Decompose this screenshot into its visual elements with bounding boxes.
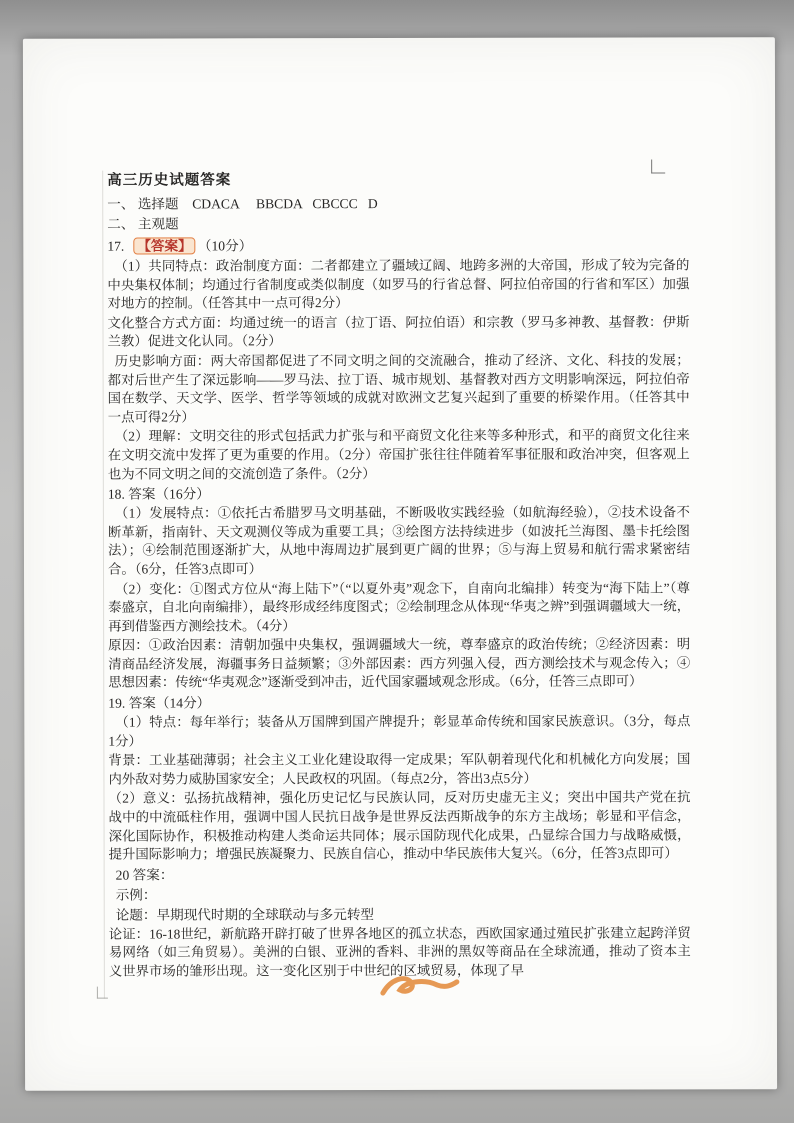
q19-background-paragraph: 背景：工业基础薄弱；社会主义工业化建设取得一定成果；军队朝着现代化和机械化方向发展；国内外敌对势力威胁国家安全；人民政权的巩固。（每点2分，答出3点5分） [108,751,691,787]
q18-reasons-paragraph: 原因：①政治因素：清朝加强中央集权，强调疆域大一统，尊奉盛京的政治传统；②经济因素：明清商品经济发展，海疆事务日益频繁；③外部因素：西方列强入侵，西方测绘技术与观念传入；④思想因素：传统“华夷观念”逐渐受到冲击，近代国家疆域观念形成。（6分，任答三点即可） [108,636,691,691]
q20-topic-line: 论题：早期现代时期的全球联动与多元转型 [115,906,375,923]
q20-argument-block [109,924,691,981]
q20-argument-paragraph: 论证：16-18世纪，新航路开辟打破了世界各地区的孤立状态，西欧国家通过殖民扩张建立起跨洋贸易网络（如三角贸易）。美洲的白银、亚洲的香料、非洲的黑奴等商品在全球流通，推动了资本主义世界市场的雏形出现。这一变化区别于中世纪的区域贸易，体现了早 [108,925,691,979]
q17-score: （10分） [204,238,253,254]
subjective-section-heading: 二、 主观题 [107,216,179,232]
q19-heading: 19. 答案（14分） [108,695,211,711]
q18-heading: 18. 答案（16分） [107,486,210,502]
page-title: 高三历史试题答案 [107,172,232,189]
answer-sheet-content [107,167,691,981]
corner-crop-mark [651,159,665,173]
q17-number: 17. [107,238,125,254]
multiple-choice-answers-line: 一、 选择题 CDACA BBCDA CBCCC D [107,196,378,212]
q17-influence-paragraph: 历史影响方面：两大帝国都促进了不同文明之间的交流融合，推动了经济、文化、科技的发展；都对后世产生了深远影响——罗马法、拉丁语、城市规划、基督教对西方文明影响深远，阿拉伯帝国在数学、天文学、医学、哲学等领域的成就对欧洲文艺复兴起到了重要的桥梁作用。（任答其中一点可得2分） [107,352,690,425]
q19-significance-paragraph: （2）意义：弘扬抗战精神，强化历史记忆与民族认同，反对历史虚无主义；突出中国共产党在抗战中的中流砥柱作用，强调中国人民抗日战争是世界反法西斯战争的东方主战场；彰显和平信念，深化国际协作，积极推动构建人类命运共同体；展示国防现代化成果，凸显综合国力与战略威慑，提升国际影响力；增强民族凝聚力、民族自信心，推动中华民族伟大复兴。（6分，任答3点即可） [108,789,691,862]
q18-features-paragraph: （1）发展特点：①依托古希腊罗马文明基础，不断吸收实践经验（如航海经验），②技术设备不断革新，指南针、天文观测仪等成为重要工具；③绘图方法持续进步（如波托兰海图、墨卡托绘图法）；④绘制范围逐渐扩大，从地中海周边扩展到更广阔的世界；⑤与海上贸易和航行需求紧密结合。（6分，任答3点即可） [107,504,690,577]
q18-changes-paragraph: （2）变化：①图式方位从“海上陆下”（“以夏外夷”观念下，自南向北编排）转变为“海下陆上”（尊泰盛京，自北向南编排），最终形成经纬度图式；②绘制理念从体现“华夷之辨”到强调疆域大一统，再到借鉴西方测绘技术。（4分） [108,579,691,634]
q19-features-paragraph: （1）特点：每年举行；装备从万国牌到国产牌提升；彰显革命传统和国家民族意识。（3分，每点1分） [108,713,691,749]
q17-common-features-paragraph: （1）共同特点：政治制度方面：二者都建立了疆域辽阔、地跨多洲的大帝国，形成了较为完备的中央集权体制；均通过行省制度或类似制度（如罗马的行省总督、阿拉伯帝国的行省和军区）加强对地方的控制。（任答其中一点可得2分） [107,257,690,311]
q17-heading [107,235,689,255]
q17-understanding-paragraph: （2）理解：文明交往的形式包括武力扩张与和平商贸文化往来等多种形式，和平的商贸文化往来在文明交流中发挥了更为重要的作用。（2分）帝国扩张往往伴随着军事征服和政治冲突，但客观上也为不同文明之间的交流创造了条件。（2分） [107,427,690,482]
q20-example-label: 示例： [115,887,157,903]
bottom-left-margin-mark [97,987,108,999]
q17-culture-paragraph: 文化整合方式方面：均通过统一的语言（拉丁语、阿拉伯语）和宗教（罗马多神教、基督教：伊斯兰教）促进文化认同。（2分） [107,314,690,349]
document-page [23,37,777,1091]
left-margin-line [102,171,105,999]
q20-heading: 20 答案： [115,867,174,883]
answer-label-highlighted: 【答案】 [133,237,195,254]
